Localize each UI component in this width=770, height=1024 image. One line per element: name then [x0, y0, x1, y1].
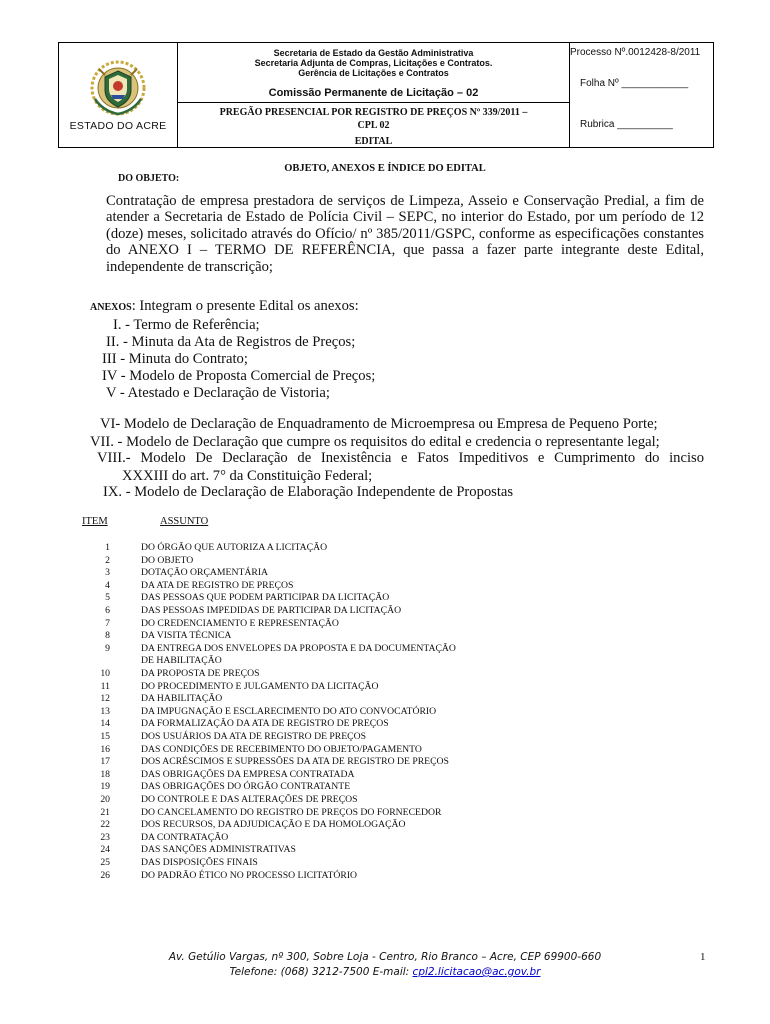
index-item-number: 16: [100, 743, 110, 755]
index-item-number: 24: [100, 844, 110, 856]
index-item-subject: DOS RECURSOS, DA ADJUDICAÇÃO E DA HOMOLOGAÇÃO: [141, 819, 406, 831]
index-item-subject: DO CANCELAMENTO DO REGISTRO DE PREÇOS DO FORNECEDOR: [141, 806, 442, 818]
index-item-subject: DO ÓRGÃO QUE AUTORIZA A LICITAÇÃO: [141, 542, 328, 553]
header-divider: [178, 102, 569, 103]
secretaria-line: Secretaria de Estado da Gestão Administrativa: [273, 48, 474, 58]
rubrica-field: Rubrica __________: [580, 119, 673, 130]
index-item-number: 6: [105, 605, 110, 616]
index-item-number: 1: [105, 542, 110, 553]
index-item-subject: DE HABILITAÇÃO: [141, 655, 222, 667]
index-item-number: 15: [100, 731, 110, 742]
index-item-number: 14: [100, 718, 110, 730]
index-item-subject: DAS OBRIGAÇÕES DA EMPRESA CONTRATADA: [141, 768, 355, 780]
index-item-subject: DO PADRÃO ÉTICO NO PROCESSO LICITATÓRIO: [141, 869, 358, 881]
index-item-number: 13: [100, 705, 110, 717]
anexo-item: IV - Modelo de Proposta Comercial de Preços;: [102, 368, 376, 384]
index-item-subject: DA IMPUGNAÇÃO E ESCLARECIMENTO DO ATO CONVOCATÓRIO: [141, 705, 437, 717]
anexo-item-ix: IX. - Modelo de Declaração de Elaboração Independente de Propostas: [103, 484, 514, 500]
do-objeto-label: DO OBJETO:: [118, 173, 180, 184]
index-item-subject: DO CONTROLE E DAS ALTERAÇÕES DE PREÇOS: [141, 794, 358, 805]
index-item-subject: DA ATA DE REGISTRO DE PREÇOS: [141, 579, 294, 591]
header-logo-cell: [59, 43, 178, 147]
index-item-number: 10: [100, 668, 110, 679]
anexos-intro: : Integram o presente Edital os anexos:: [131, 298, 359, 314]
index-item-subject: DA FORMALIZAÇÃO DA ATA DE REGISTRO DE PREÇOS: [141, 718, 389, 730]
page-number: 1: [700, 951, 706, 963]
anexo-item: II. - Minuta da Ata de Registros de Preços;: [106, 334, 356, 350]
footer-address: Av. Getúlio Vargas, nº 300, Sobre Loja - Centro, Rio Branco – Acre, CEP 69900-660: [168, 951, 602, 963]
folha-field: Folha Nº ____________: [580, 78, 689, 89]
index-item-number: 22: [100, 819, 110, 831]
footer-phone: Telefone: (068) 3212-7500 E-mail:: [229, 966, 413, 978]
anexo-item-vi: VI- Modelo de Declaração de Enquadramento de Microempresa ou Empresa de Pequeno Porte;: [100, 416, 658, 432]
index-item-subject: DOS USUÁRIOS DA ATA DE REGISTRO DE PREÇOS: [141, 731, 367, 742]
index-item-number: 19: [100, 781, 110, 793]
header-process-cell: [570, 43, 713, 147]
index-item-subject: DA PROPOSTA DE PREÇOS: [141, 668, 260, 679]
anexo-item: III - Minuta do Contrato;: [102, 351, 248, 367]
pregao-title-line1: PREGÃO PRESENCIAL POR REGISTRO DE PREÇOS Nº 339/2011 –: [219, 107, 528, 118]
header-title-cell: [178, 43, 570, 147]
index-item-number: 3: [105, 567, 110, 579]
gerencia-line: Gerência de Licitações e Contratos: [298, 68, 449, 78]
index-item-subject: DA ENTREGA DOS ENVELOPES DA PROPOSTA E DA DOCUMENTAÇÃO: [141, 642, 456, 654]
index-column-item: ITEM: [82, 516, 108, 527]
anexo-item: V - Atestado e Declaração de Vistoria;: [106, 385, 330, 401]
index-item-number: 17: [100, 756, 110, 768]
objeto-paragraph: Contratação de empresa prestadora de serviços de Limpeza, Asseio e Conservação Predial, a fim de atender a Secretaria de Estado de Polícia Civil – SEPC, no interior do Estado, por um período de 12 (doze) meses, solicitado através do Ofício/ nº 385/2011/GSPC, conforme as especificações constantes do ANEXO I – TERMO DE REFERÊNCIA, que passa a fazer parte integrante deste Edital, independente de transcrição;: [106, 193, 704, 275]
pregao-title-line2: CPL 02: [357, 120, 390, 131]
index-item-number: 9: [105, 642, 110, 654]
index-item-number: 25: [100, 857, 110, 868]
index-item-number: 8: [105, 630, 110, 642]
index-item-subject: DAS CONDIÇÕES DE RECEBIMENTO DO OBJETO/PAGAMENTO: [141, 743, 422, 755]
index-item-subject: DA VISITA TÉCNICA: [141, 630, 232, 642]
index-item-subject: DAS PESSOAS QUE PODEM PARTICIPAR DA LICITAÇÃO: [141, 592, 390, 604]
anexo-item-viii-continuation: XXXIII do art. 7° da Constituição Federal;: [122, 468, 373, 484]
index-item-subject: DO CREDENCIAMENTO E REPRESENTAÇÃO: [141, 617, 339, 629]
index-item-subject: DO OBJETO: [141, 554, 194, 566]
anexo-item-viii: VIII.- Modelo De Declaração de Inexistência e Fatos Impeditivos e Cumprimento do inciso: [97, 450, 704, 466]
anexos-label: ANEXOS: [90, 302, 132, 313]
index-item-number: 2: [105, 554, 110, 566]
index-item-subject: DOTAÇÃO ORÇAMENTÁRIA: [141, 567, 269, 579]
index-column-assunto: ASSUNTO: [160, 516, 209, 527]
state-coat-of-arms-icon: [89, 59, 147, 117]
index-item-number: 20: [100, 794, 110, 805]
index-item-subject: DAS PESSOAS IMPEDIDAS DE PARTICIPAR DA LICITAÇÃO: [141, 605, 402, 616]
index-item-number: 4: [105, 579, 110, 591]
secretaria-adjunta-line: Secretaria Adjunta de Compras, Licitações e Contratos.: [254, 58, 493, 68]
index-item-number: 18: [100, 768, 110, 780]
index-item-number: 7: [105, 617, 110, 629]
anexos-heading: [90, 298, 359, 315]
processo-number: Processo Nº.0012428-8/2011: [570, 47, 701, 58]
index-item-number: 21: [100, 806, 110, 818]
state-name: ESTADO DO ACRE: [69, 120, 167, 132]
footer-contact: [0, 966, 770, 978]
anexo-item-vii: VII. - Modelo de Declaração que cumpre os requisitos do edital e credencia o representante legal;: [90, 434, 660, 450]
index-item-subject: DOS ACRÉSCIMOS E SUPRESSÕES DA ATA DE REGISTRO DE PREÇOS: [141, 756, 449, 768]
index-item-number: 12: [100, 693, 110, 705]
index-item-subject: DA CONTRATAÇÃO: [141, 831, 229, 843]
index-item-subject: DAS OBRIGAÇÕES DO ÓRGÃO CONTRATANTE: [141, 781, 351, 793]
section-title: OBJETO, ANEXOS E ÍNDICE DO EDITAL: [284, 163, 486, 174]
edital-label: EDITAL: [354, 136, 393, 147]
footer-email-link[interactable]: cpl2.licitacao@ac.gov.br: [412, 966, 541, 978]
index-item-number: 11: [100, 680, 110, 692]
index-item-subject: DAS DISPOSIÇÕES FINAIS: [141, 857, 258, 868]
index-item-number: 23: [100, 831, 110, 843]
index-item-subject: DA HABILITAÇÃO: [141, 693, 223, 705]
anexo-item: I. - Termo de Referência;: [113, 317, 260, 333]
index-item-number: 5: [105, 592, 110, 604]
index-item-number: 26: [100, 869, 110, 881]
index-item-subject: DO PROCEDIMENTO E JULGAMENTO DA LICITAÇÃO: [141, 680, 379, 692]
comissao-title: Comissão Permanente de Licitação – 02: [268, 87, 479, 99]
document-header: [58, 42, 714, 148]
index-item-subject: DAS SANÇÕES ADMINISTRATIVAS: [141, 844, 296, 856]
